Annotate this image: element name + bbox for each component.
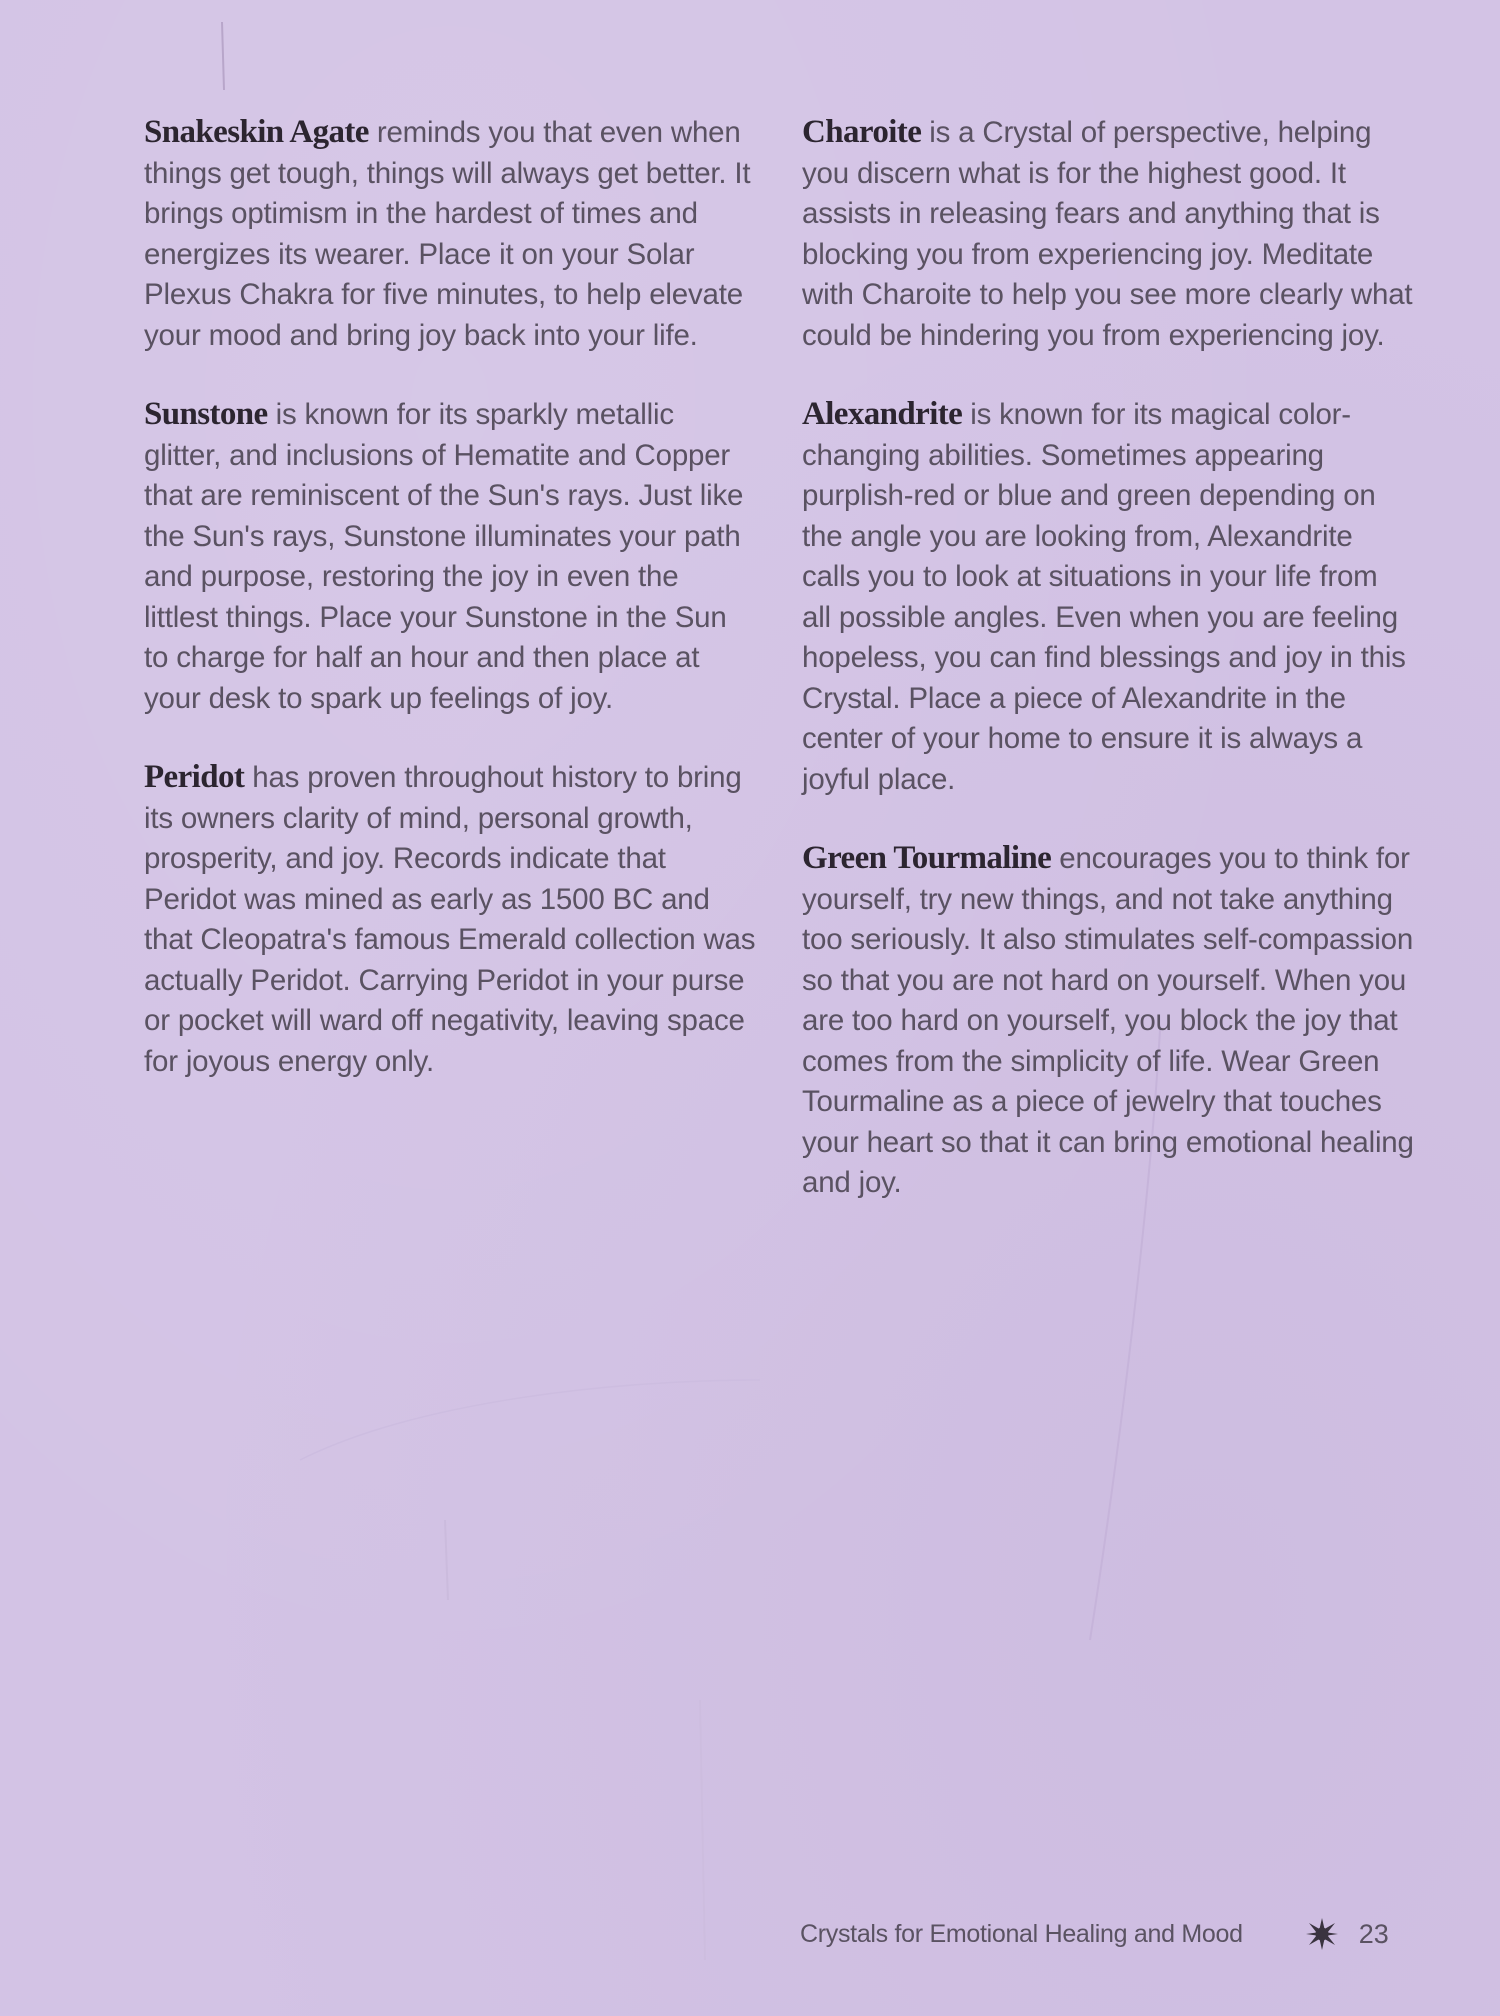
crystal-description: reminds you that even when things get tough, things will always get better. It brings optimism in the hardest of times and energizes its wearer. Place it on your Solar Plexus Chakra for five minutes, to help elevate your mood and bring joy back into your life. [144, 116, 751, 352]
page-footer [800, 1914, 1420, 1954]
crystal-name: Sunstone [144, 396, 268, 432]
crystal-name: Green Tourmaline [802, 840, 1052, 876]
crystal-entry-green-tourmaline [802, 838, 1414, 1204]
right-column [802, 112, 1414, 1242]
crystal-name: Snakeskin Agate [144, 114, 369, 150]
crystal-entry-snakeskin-agate [144, 112, 756, 356]
left-column [144, 112, 756, 1120]
page-number: 23 [1358, 1918, 1389, 1949]
crystal-entry-charoite [802, 112, 1414, 356]
crystal-description: encourages you to think for yourself, try new things, and not take anything too seriously. It also stimulates self-compassion so that you are not hard on yourself. When you are too hard on yourself, you block the joy that comes from the simplicity of life. Wear Green Tourmaline as a piece of jewelry that touches your heart so that it can bring emotional healing and joy. [802, 842, 1414, 1199]
crystal-description: is known for its sparkly metallic glitter, and inclusions of Hematite and Copper that are reminiscent of the Sun's rays. Just like the Sun's rays, Sunstone illuminates your path and purpose, restoring the joy in even the littlest things. Place your Sunstone in the Sun to charge for half an hour and then place at your desk to spark up feelings of joy. [144, 398, 744, 715]
crystal-entry-peridot [144, 757, 756, 1082]
crystal-name: Alexandrite [802, 396, 963, 432]
crystal-entry-alexandrite [802, 394, 1414, 800]
crystal-description: is a Crystal of perspective, helping you discern what is for the highest good. It assists in releasing fears and anything that is blocking you from experiencing joy. Meditate with Charoite to help you see more clearly what could be hindering you from experiencing joy. [802, 116, 1413, 352]
running-footer-title: Crystals for Emotional Healing and Mood [800, 1919, 1243, 1948]
crystal-description: has proven throughout history to bring its owners clarity of mind, personal growth, prosperity, and joy. Records indicate that Peridot was mined as early as 1500 BC and that Cleopatra's famous Emerald collection was actually Peridot. Carrying Peridot in your purse or pocket will ward off negativity, leaving space for joyous energy only. [144, 761, 756, 1078]
star-burst-icon [1305, 1917, 1339, 1951]
crystal-description: is known for its magical color-changing abilities. Sometimes appearing purplish-red or blue and green depending on the angle you are looking from, Alexandrite calls you to look at situations in your life from all possible angles. Even when you are feeling hopeless, you can find blessings and joy in this Crystal. Place a piece of Alexandrite in the center of your home to ensure it is always a joyful place. [802, 398, 1406, 796]
crystal-name: Peridot [144, 759, 245, 795]
crystal-entry-sunstone [144, 394, 756, 719]
crystal-name: Charoite [802, 114, 922, 150]
